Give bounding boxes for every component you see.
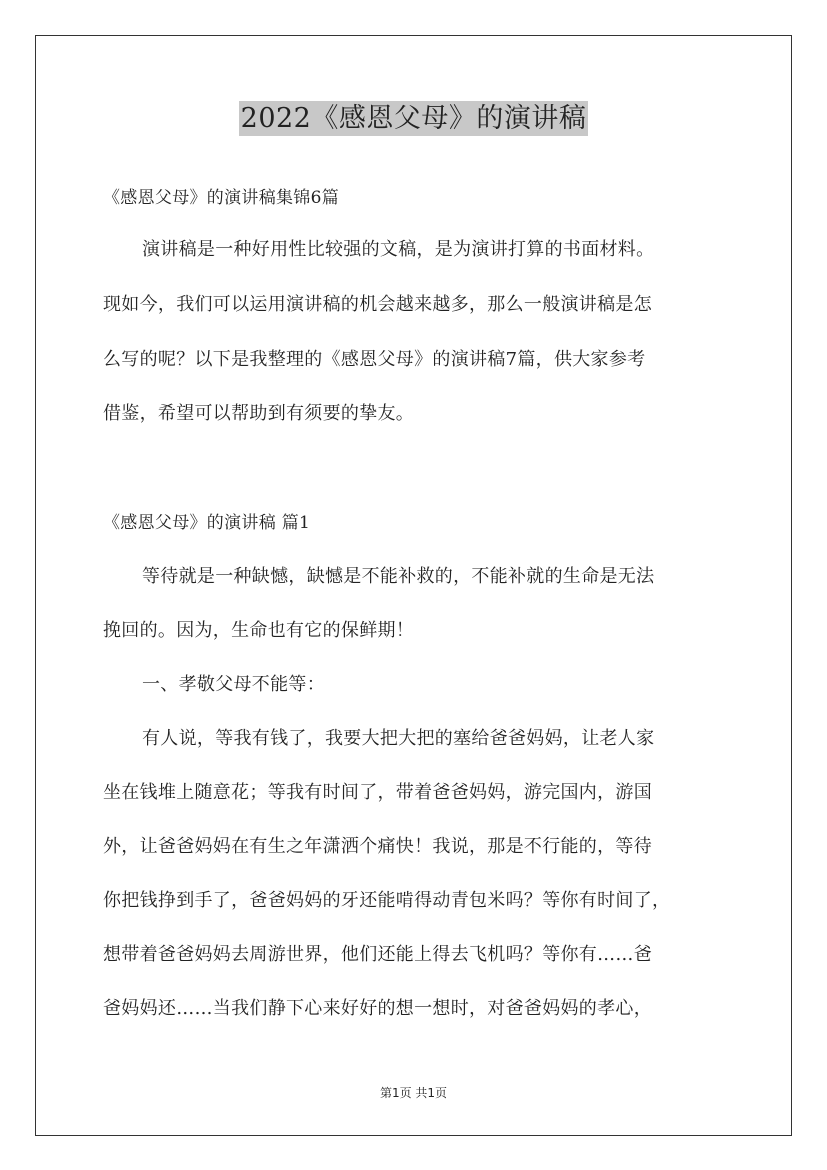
intro-line: 么写的呢？以下是我整理的《感恩父母》的演讲稿7篇，供大家参考 [103,349,646,370]
document-title-wrap [0,96,827,135]
body-line: 想带着爸爸妈妈去周游世界，他们还能上得去飞机吗？等你有……爸 [103,944,652,965]
document-title: 2022《感恩父母》的演讲稿 [240,103,587,134]
section-heading: 《感恩父母》的演讲稿 篇1 [103,513,311,533]
body-line: 挽回的。因为，生命也有它的保鲜期！ [103,620,415,641]
document-subtitle: 《感恩父母》的演讲稿集锦6篇 [103,188,340,208]
intro-line: 借鉴，希望可以帮助到有须要的挚友。 [103,403,415,424]
body-line: 外，让爸爸妈妈在有生之年潇洒个痛快！我说，那是不行能的，等待 [103,836,652,857]
body-line: 等待就是一种缺憾，缺憾是不能补救的，不能补就的生命是无法 [142,566,655,587]
intro-line: 现如今，我们可以运用演讲稿的机会越来越多，那么一般演讲稿是怎 [103,294,652,315]
body-line: 有人说，等我有钱了，我要大把大把的塞给爸爸妈妈，让老人家 [142,728,655,749]
body-line: 坐在钱堆上随意花；等我有时间了，带着爸爸妈妈，游完国内，游国 [103,782,652,803]
page-footer: 第1页 共1页 [379,1086,448,1100]
intro-line: 演讲稿是一种好用性比较强的文稿，是为演讲打算的书面材料。 [142,239,655,260]
body-line: 你把钱挣到手了，爸爸妈妈的牙还能啃得动青包米吗？等你有时间了， [103,890,671,911]
point-heading: 一、孝敬父母不能等： [142,674,325,695]
body-line: 爸妈妈还……当我们静下心来好好的想一想时，对爸爸妈妈的孝心， [103,998,652,1019]
